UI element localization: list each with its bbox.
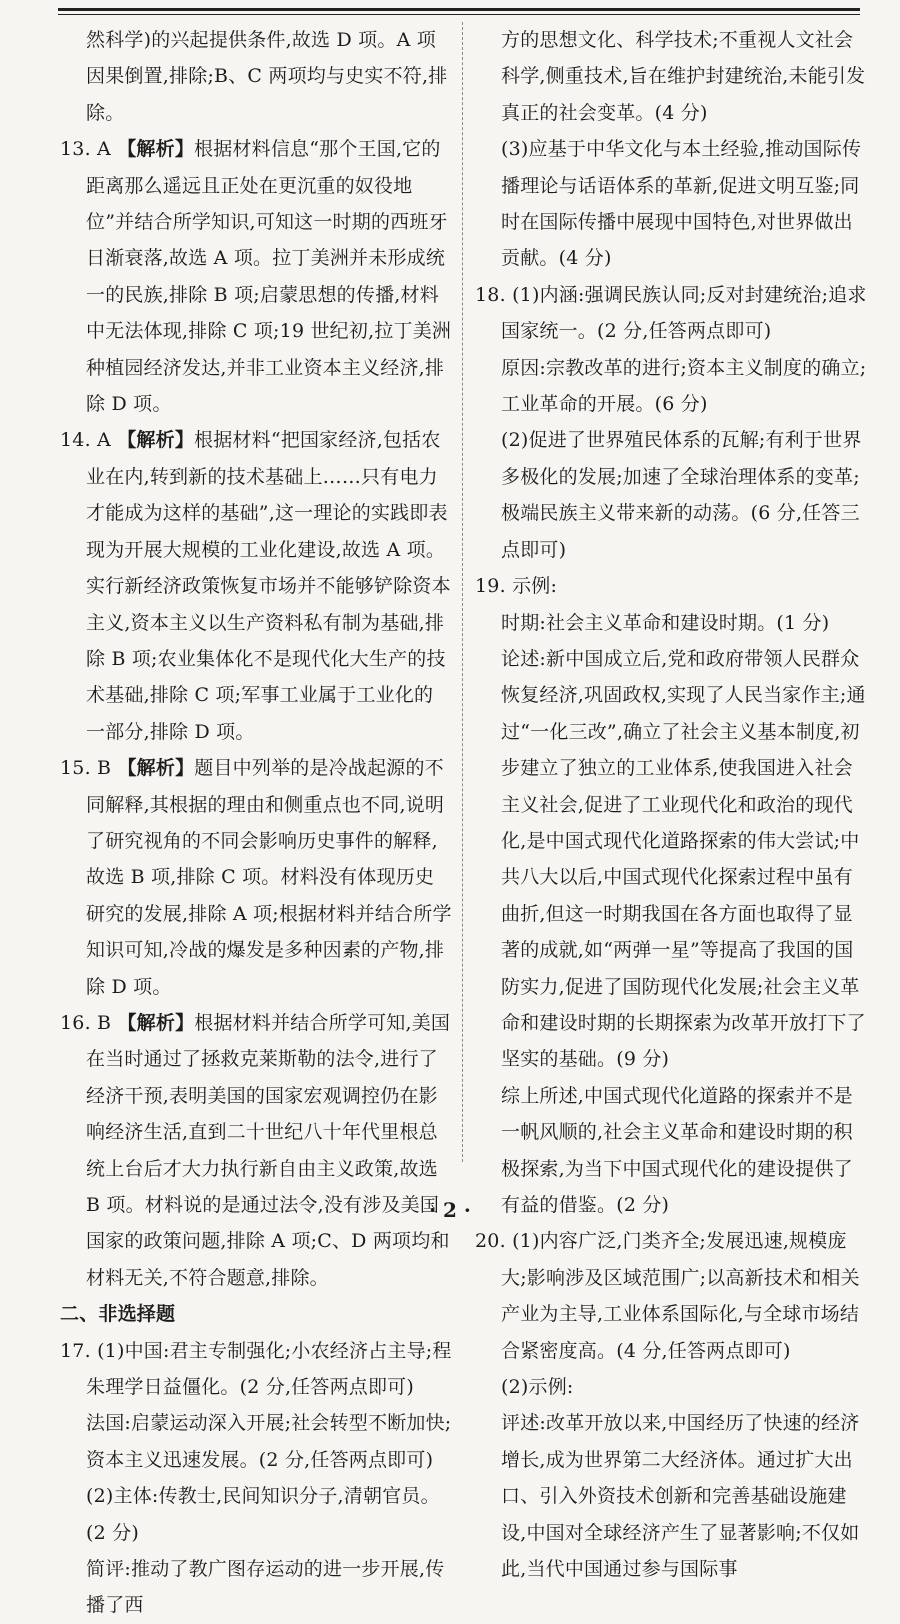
answer-paragraph: 原因:宗教改革的进行;资本主义制度的确立;工业革命的开展。(6 分)	[501, 356, 867, 416]
answer-paragraph: 论述:新中国成立后,党和政府带领人民群众恢复经济,巩固政权,实现了人民当家作主;通过“一化三改”,确立了社会主义基本制度,初步建立了独立的工业体系,使我国进入社会主义社会,促进了工业现代化和政治的现代化,是中国式现代化道路探索的伟大尝试;中共八大以后,中国式现代化探索过程中虽有曲折,但这一时期我国在各方面也取得了显著的成就,如“两弹一星”等提高了我国的国防实力,促进了国防现代化发展;社会主义革命和建设时期的长期探索为改革开放打下了坚实的基础。(9 分)	[501, 647, 866, 1071]
answer-item	[475, 1223, 870, 1369]
answer-item	[60, 750, 452, 1005]
question-number: 14. A	[60, 429, 118, 452]
answer-text: 根据材料并结合所学可知,美国在当时通过了拯救克莱斯勒的法令,进行了经济干预,表明美国的国家宏观调控仍在影响经济生活,直到二十世纪八十年代里根总统上台后才大力执行新自由主义政策,故选 B 项。材料说的是通过法令,没有涉及美国国家的政策问题,排除 A 项;C、D 两项均和材料无关,不符合题意,排除。	[86, 1011, 451, 1289]
answer-paragraph: (2)主体:传教士,民间知识分子,清朝官员。(2 分)	[86, 1485, 440, 1544]
continued-text: 然科学)的兴起提供条件,故选 D 项。A 项因果倒置,排除;B、C 两项均与史实不符,排除。	[86, 29, 448, 124]
answer-paragraph: 评述:改革开放以来,中国经历了快速的经济增长,成为世界第二大经济体。通过扩大出口、引入外资技术创新和完善基础设施建设,中国对全球经济产生了显著影响;不仅如此,当代中国通过参与国际事	[501, 1412, 860, 1581]
question-number: 19.	[475, 575, 513, 598]
analysis-tag: 【解析】	[117, 1011, 195, 1034]
answer-item	[475, 277, 870, 350]
answer-paragraph: (3)应基于中华文化与本土经验,推动国际传播理论与话语体系的革新,促进文明互鉴;同时在国际传播中展现中国特色,对世界做出贡献。(4 分)	[501, 138, 862, 270]
question-number: 20.	[475, 1230, 513, 1253]
answer-item	[475, 568, 870, 604]
answer-text: (1)内涵:强调民族认同;反对封建统治;追求国家统一。(2 分,任答两点即可)	[501, 283, 867, 343]
right-column	[475, 22, 870, 1587]
top-rule	[58, 8, 860, 15]
answer-paragraph: (2)促进了世界殖民体系的瓦解;有利于世界多极化的发展;加速了全球治理体系的变革;极端民族主义带来新的动荡。(6 分,任答三点即可)	[501, 429, 862, 561]
answer-paragraph: 方的思想文化、科学技术;不重视人文社会科学,侧重技术,旨在维护封建统治,未能引发真正的社会变革。(4 分)	[501, 29, 866, 124]
answer-paragraph: 法国:启蒙运动深入开展;社会转型不断加快;资本主义迅速发展。(2 分,任答两点即可)	[86, 1412, 452, 1471]
answer-item	[60, 1333, 452, 1406]
section-heading: 二、非选择题	[60, 1303, 176, 1326]
question-number: 15. B	[60, 757, 118, 780]
answer-text: 根据材料“把国家经济,包括农业在内,转到新的技术基础上……只有电力才能成为这样的基础”,这一理论的实践即表现为开展大规模的工业化建设,故选 A 项。实行新经济政策恢复市场并不能够铲除资本主义,资本主义以生产资料私有制为基础,排除 B 项;农业集体化不是现代化大生产的技术基础,排除 C 项;军事工业属于工业化的一部分,排除 D 项。	[86, 429, 451, 743]
answer-paragraph: 时期:社会主义革命和建设时期。(1 分)	[501, 611, 830, 634]
answer-paragraph: 综上所述,中国式现代化道路的探索并不是一帆风顺的,社会主义革命和建设时期的积极探索,为当下中国式现代化的建设提供了有益的借鉴。(2 分)	[501, 1084, 853, 1216]
answer-text: 题目中列举的是冷战起源的不同解释,其根据的理由和侧重点也不同,说明了研究视角的不同会影响历史事件的解释,故选 B 项,排除 C 项。材料没有体现历史研究的发展,排除 A 项;根据材料并结合所学知识可知,冷战的爆发是多种因素的产物,排除 D 项。	[86, 757, 452, 998]
analysis-tag: 【解析】	[117, 757, 195, 780]
page-number: · 2 ·	[429, 1198, 471, 1222]
answer-text: 示例:	[512, 575, 558, 598]
answer-item	[60, 1005, 452, 1296]
answer-item	[60, 131, 452, 422]
answer-paragraph: (2)示例:	[501, 1376, 574, 1399]
question-number: 17.	[60, 1339, 98, 1362]
answer-text: (1)内容广泛,门类齐全;发展迅速,规模庞大;影响涉及区域范围广;以高新技术和相关产业为主导,工业体系国际化,与全球市场结合紧密度高。(4 分,任答两点即可)	[501, 1230, 860, 1362]
analysis-tag: 【解析】	[117, 138, 195, 161]
answer-text: 根据材料信息“那个王国,它的距离那么遥远且正处在更沉重的奴役地位”并结合所学知识,可知这一时期的西班牙日渐衰落,故选 A 项。拉丁美洲并未形成统一的民族,排除 B 项;启蒙思想的传播,材料中无法体现,排除 C 项;19 世纪初,拉丁美洲种植园经济发达,并非工业资本主义经济,排除 D 项。	[86, 138, 452, 416]
question-number: 16. B	[60, 1011, 118, 1034]
answer-text: (1)中国:君主专制强化;小农经济占主导;程朱理学日益僵化。(2 分,任答两点即可)	[86, 1339, 452, 1399]
answer-paragraph: 简评:推动了教广图存运动的进一步开展,传播了西	[86, 1558, 445, 1617]
analysis-tag: 【解析】	[117, 429, 195, 452]
answer-item	[60, 422, 452, 750]
question-number: 18.	[475, 283, 513, 306]
question-number: 13. A	[60, 138, 118, 161]
left-column	[60, 22, 452, 1624]
column-divider	[462, 22, 463, 1162]
